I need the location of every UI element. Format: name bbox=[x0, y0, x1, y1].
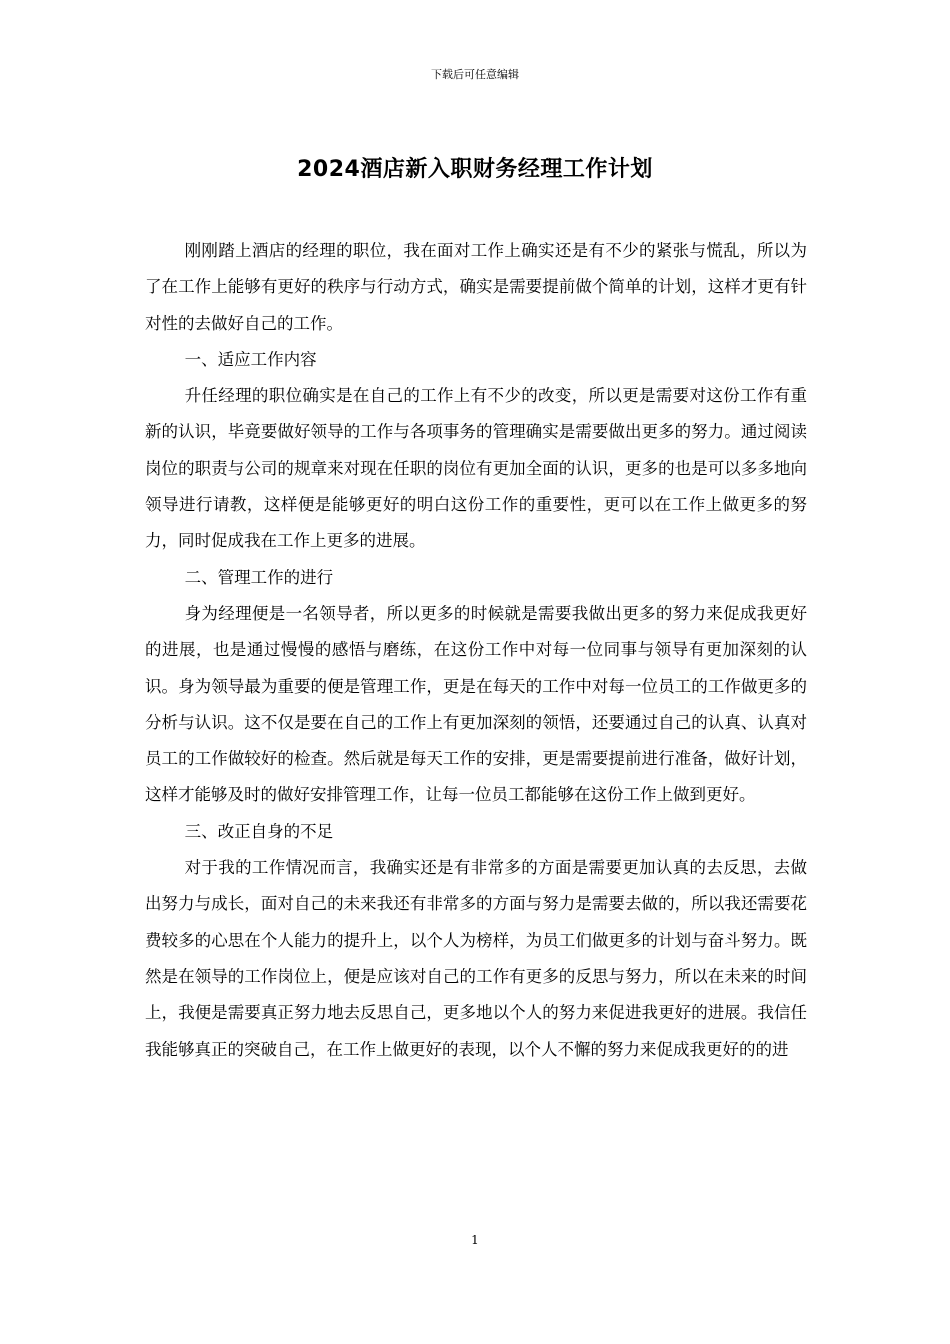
section-paragraph-1: 升任经理的职位确实是在自己的工作上有不少的改变，所以更是需要对这份工作有重新的认识，毕竟要做好领导的工作与各项事务的管理确实是需要做出更多的努力。通过阅读岗位的职责与公司的规章来对现在任职的岗位有更加全面的认识，更多的也是可以多多地向领导进行请教，这样便是能够更好的明白这份工作的重要性，更可以在工作上做更多的努力，同时促成我在工作上更多的进展。 bbox=[145, 386, 807, 551]
section-heading-3: 三、改正自身的不足 bbox=[184, 821, 334, 841]
section-paragraph-3: 对于我的工作情况而言，我确实还是有非常多的方面是需要更加认真的去反思，去做出努力与成长，面对自己的未来我还有非常多的方面与努力是需要去做的，所以我还需要花费较多的心思在个人能力的提升上，以个人为榜样，为员工们做更多的计划与奋斗努力。既然是在领导的工作岗位上，便是应该对自己的工作有更多的反思与努力，所以在未来的时间上，我便是需要真正努力地去反思自己，更多地以个人的努力来促进我更好的进展。我信任我能够真正的突破自己，在工作上做更好的表现，以个人不懈的努力来促成我更好的的进 bbox=[145, 858, 807, 1059]
intro-paragraph: 刚刚踏上酒店的经理的职位，我在面对工作上确实还是有不少的紧张与慌乱，所以为了在工作上能够有更好的秩序与行动方式，确实是需要提前做个简单的计划，这样才更有针对性的去做好自己的工作。 bbox=[145, 241, 807, 333]
header-note: 下载后可任意编辑 bbox=[431, 68, 519, 81]
document-title: 2024酒店新入职财务经理工作计划 bbox=[297, 157, 653, 182]
section-paragraph-2: 身为经理便是一名领导者，所以更多的时候就是需要我做出更多的努力来促成我更好的进展，也是通过慢慢的感悟与磨练，在这份工作中对每一位同事与领导有更加深刻的认识。身为领导最为重要的便是管理工作，更是在每天的工作中对每一位员工的工作做更多的分析与认识。这不仅是要在自己的工作上有更加深刻的领悟，还要通过自己的认真、认真对员工的工作做较好的检查。然后就是每天工作的安排，更是需要提前进行准备，做好计划，这样才能够及时的做好安排管理工作，让每一位员工都能够在这份工作上做到更好。 bbox=[145, 603, 807, 805]
section-heading-1: 一、适应工作内容 bbox=[184, 349, 317, 369]
page-number: 1 bbox=[471, 1233, 479, 1247]
document-body bbox=[145, 233, 807, 1068]
section-heading-2: 二、管理工作的进行 bbox=[184, 567, 334, 587]
